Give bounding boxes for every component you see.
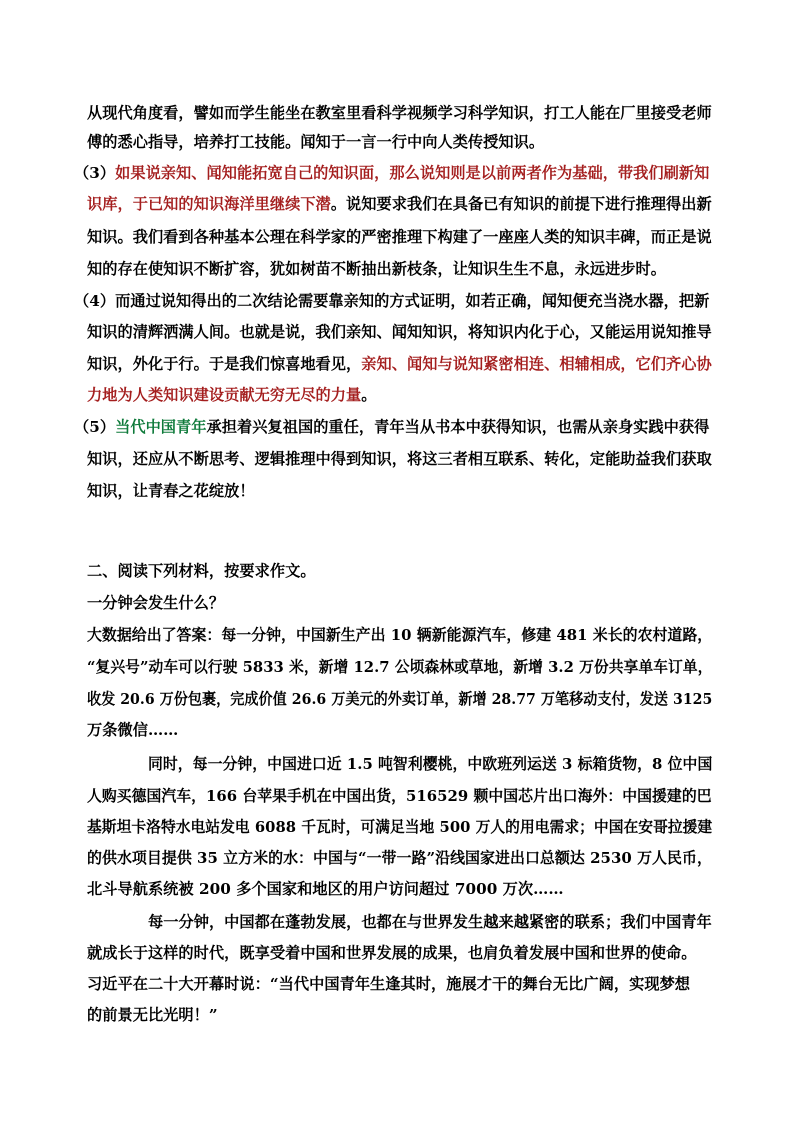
material3-line-2 [87, 942, 697, 963]
text: 知识，让青春之花绽放！ [87, 482, 255, 500]
highlight-red: 如果说亲知、闻知能拓宽自己的知识面，那么说知则是以前两者作为基础，带我们刷新知 [115, 164, 710, 182]
section-heading [87, 560, 316, 581]
text: 大数据给出了答案：每一分钟，中国新生产出 10 辆新能源汽车，修建 481 米长的农村道路， [87, 626, 713, 644]
text: 知识，外化于行。于是我们惊喜地看见， [87, 355, 362, 373]
material3-line-3 [87, 973, 690, 994]
text: 就成长于这样的时代，既享受着中国和世界发展的成果，也肩负着发展中国和世界的使命。 [87, 944, 697, 962]
material2-line-4 [87, 847, 712, 868]
text: 人购买德国汽车，166 台苹果手机在中国出货，516529 颗中国芯片出口海外：中国援建的巴 [87, 787, 712, 805]
text: 知识，还应从不断思考、逻辑推理中得到知识，将这三者相互联系、转化，定能助益我们获取 [87, 450, 712, 468]
text: 傅的悉心指导，培养打工技能。闻知于一言一行中向人类传授知识。 [87, 133, 545, 151]
text: “复兴号”动车可以行驶 5833 米，新增 12.7 公顷森林或草地，新增 3.2 万份共享单车订单， [87, 658, 713, 676]
text: 的供水项目提供 35 立方米的水：中国与“一带一路”沿线国家进出口总额达 2530 万人民币， [87, 849, 712, 867]
text: 万条微信…… [87, 721, 179, 739]
intro-line-2 [87, 131, 544, 152]
highlight-red: 亲知、闻知与说知紧密相连、相辅相成，它们齐心协 [361, 355, 712, 373]
highlight-red: 识库，于已知的知识海洋里继续下潜 [87, 195, 331, 213]
material3-line-1 [148, 911, 712, 932]
text: 基斯坦卡洛特水电站发电 6088 千瓦时，可满足当地 500 万人的用电需求；中国在安哥拉援建 [87, 818, 713, 836]
material-title [87, 592, 224, 613]
para3-line-2 [87, 193, 712, 214]
text: 从现代角度看，譬如而学生能坐在教室里看科学视频学习科学知识，打工人能在厂里接受老师 [87, 104, 712, 122]
text: 北斗导航系统被 200 多个国家和地区的用户访问超过 7000 万次…… [87, 880, 564, 898]
highlight-red: 力地为人类知识建设贡献无穷无尽的力量 [87, 386, 362, 404]
text: 。说知要求我们在具备已有知识的前提下进行推理得出新 [330, 195, 712, 213]
para3-line-4 [87, 258, 666, 279]
para5-line-1 [74, 416, 709, 437]
para5-line-2 [87, 448, 712, 469]
intro-line-1 [87, 102, 712, 123]
text: 收发 20.6 万份包裹，完成价值 26.6 万美元的外卖订单，新增 28.77 万笔移动支付，发送 3125 [87, 690, 713, 708]
para4-line-2 [87, 321, 712, 342]
para-marker: （5） [74, 418, 116, 436]
text: 一分钟会发生什么？ [87, 594, 225, 612]
material1-line-4 [87, 719, 178, 740]
para4-line-1 [74, 290, 709, 311]
material2-line-5 [87, 878, 564, 899]
para3-line-3 [87, 226, 712, 247]
text: 承担着兴复祖国的重任，青年当从书本中获得知识，也需从亲身实践中获得 [206, 418, 710, 436]
text: 同时，每一分钟，中国进口近 1.5 吨智利樱桃，中欧班列运送 3 标箱货物，8 位中国 [148, 755, 713, 773]
material2-line-2 [87, 785, 712, 806]
para3-line-1 [74, 162, 709, 183]
highlight-green: 当代中国青年 [115, 418, 207, 436]
text: 。 [361, 386, 377, 404]
material1-line-1 [87, 624, 712, 645]
material2-line-1 [148, 753, 712, 774]
text: 习近平在二十大开幕时说：“当代中国青年生逢其时，施展才干的舞台无比广阔，实现梦想 [87, 975, 691, 993]
material1-line-3 [87, 688, 712, 709]
text: 知的存在使知识不断扩容，犹如树苗不断抽出新枝条，让知识生生不息，永远进步时。 [87, 260, 667, 278]
text: 知识的清辉洒满人间。也就是说，我们亲知、闻知知识，将知识内化于心，又能运用说知推导 [87, 323, 712, 341]
text: 二、阅读下列材料，按要求作文。 [87, 562, 316, 580]
material1-line-2 [87, 656, 712, 677]
material2-line-3 [87, 816, 712, 837]
para4-line-3 [87, 353, 712, 374]
para5-line-3 [87, 480, 255, 501]
para4-line-4 [87, 384, 377, 405]
text: 知识。我们看到各种基本公理在科学家的严密推理下构建了一座座人类的知识丰碑，而正是说 [87, 228, 712, 246]
para-marker: （3） [74, 164, 116, 182]
material3-line-4 [87, 1004, 218, 1025]
text: 每一分钟，中国都在蓬勃发展，也都在与世界发生越来越紧密的联系；我们中国青年 [148, 913, 712, 931]
text: 的前景无比光明！” [87, 1006, 218, 1024]
text: （4）而通过说知得出的二次结论需要靠亲知的方式证明，如若正确，闻知便充当浇水器，把新 [74, 292, 710, 310]
